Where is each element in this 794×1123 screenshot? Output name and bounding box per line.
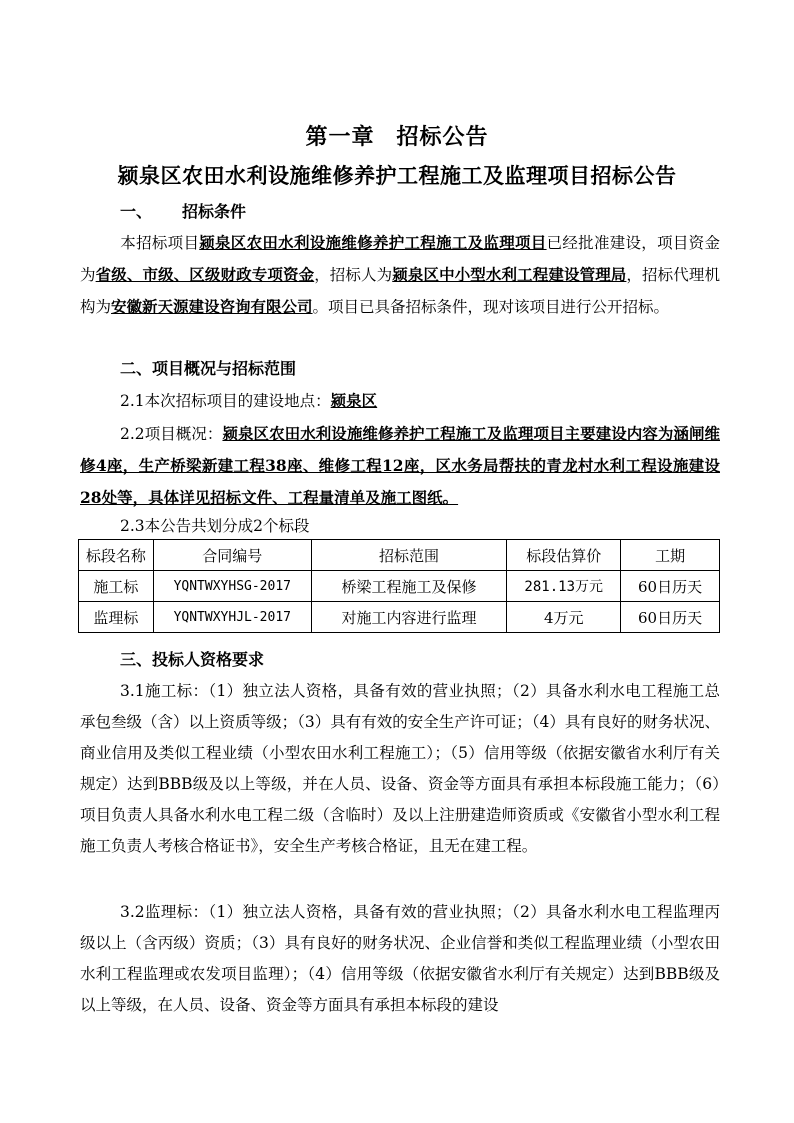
s1-text-1: 本招标项目 (120, 234, 200, 252)
table-row (79, 571, 720, 602)
section-1-paragraph (80, 227, 720, 323)
chapter-number: 第一章 (305, 124, 375, 150)
table-header-row (79, 540, 720, 571)
section-3-2-paragraph (80, 897, 720, 1021)
agent-name: 安徽新天源建设咨询有限公司 (111, 297, 313, 316)
section-1-number: 一、 (120, 202, 153, 221)
document-title: 颍泉区农田水利设施维修养护工程施工及监理项目招标公告 (117, 163, 677, 188)
scope-cell: 对施工内容进行监理 (311, 602, 507, 633)
lot-name-cell: 监理标 (79, 602, 154, 633)
s1-text-4: ，招标代理机构为 (80, 266, 720, 316)
table-header-cell: 标段名称 (79, 540, 154, 571)
table-header-cell: 招标范围 (311, 540, 507, 571)
lot-name-cell: 施工标 (79, 571, 154, 602)
section-2-1-paragraph (80, 385, 720, 417)
table-header-cell: 合同编号 (153, 540, 311, 571)
duration-cell: 60日历天 (621, 602, 720, 633)
tenderee-name: 颍泉区中小型水利工程建设管理局 (392, 265, 627, 284)
table-header-cell: 标段估算价 (507, 540, 621, 571)
section-2-3-paragraph (80, 511, 720, 542)
contract-number-cell: YQNTWXYHSG-2017 (153, 571, 311, 602)
section-3-heading: 三、投标人资格要求 (120, 650, 265, 669)
scope-cell: 桥梁工程施工及保修 (311, 571, 507, 602)
location-label: 2.1本次招标项目的建设地点： (120, 392, 331, 410)
lots-summary: 2.3本公告共划分成2个标段 (120, 517, 310, 535)
fund-source: 省级、市级、区级财政专项资金 (95, 265, 315, 284)
project-name: 颍泉区农田水利设施维修养护工程施工及监理项目 (199, 233, 547, 252)
section-1-heading (120, 199, 246, 222)
table-header-cell: 工期 (621, 540, 720, 571)
construction-qualification-text: 3.1施工标：（1）独立法人资格，具备有效的营业执照；（2）具备水利水电工程施工总承包叁级（含）以上资质等级；（3）具有有效的安全生产许可证；（4）具有良好的财务状况、商业信用及类似工程业绩（小型农田水利工程施工）；（5）信用等级（依据安徽省水利厅有关规定）达到BBB级及以上等级，并在人员、设备、资金等方面具有承担本标段施工能力；（6）项目负责人具备水利水电工程二级（含临时）及以上注册建造师资质或《安徽省小型水利工程施工负责人考核合格证书》，安全生产考核合格证，且无在建工程。 (80, 682, 720, 855)
chapter-title (0, 120, 794, 151)
section-3-1-paragraph (80, 676, 720, 862)
duration-cell: 60日历天 (621, 571, 720, 602)
s1-text-3: ，招标人为 (314, 266, 393, 284)
estimate-cell: 281.13万元 (507, 571, 621, 602)
s1-text-2: 已经批准建设，项目资金为 (80, 234, 720, 284)
section-1-title: 招标条件 (182, 202, 247, 221)
estimate-cell: 4万元 (507, 602, 621, 633)
s1-text-5: 。项目已具备招标条件，现对该项目进行公开招标。 (312, 298, 670, 316)
overview-label: 2.2项目概况： (120, 425, 223, 443)
bid-lots-table (78, 539, 720, 633)
section-2-2-paragraph (80, 418, 720, 514)
supervision-qualification-text: 3.2监理标：（1）独立法人资格，具备有效的营业执照；（2）具备水利水电工程监理丙级以上（含丙级）资质；（3）具有良好的财务状况、企业信誉和类似工程监理业绩（小型农田水利工程监理或农发项目监理）；（4）信用等级（依据安徽省水利厅有关规定）达到BBB级及以上等级，在人员、设备、资金等方面具有承担本标段的建设 (80, 903, 720, 1014)
table-row (79, 602, 720, 633)
overview-value: 颍泉区农田水利设施维修养护工程施工及监理项目主要建设内容为涵闸维修4座，生产桥梁新建工程38座、维修工程12座，区水务局帮扶的青龙村水利工程设施建设28处等，具体详见招标文件、工程量清单及施工图纸。 (80, 424, 720, 507)
location-value: 颍泉区 (330, 391, 378, 410)
section-2-heading: 二、项目概况与招标范围 (120, 359, 297, 378)
chapter-name: 招标公告 (396, 124, 489, 150)
contract-number-cell: YQNTWXYHJL-2017 (153, 602, 311, 633)
